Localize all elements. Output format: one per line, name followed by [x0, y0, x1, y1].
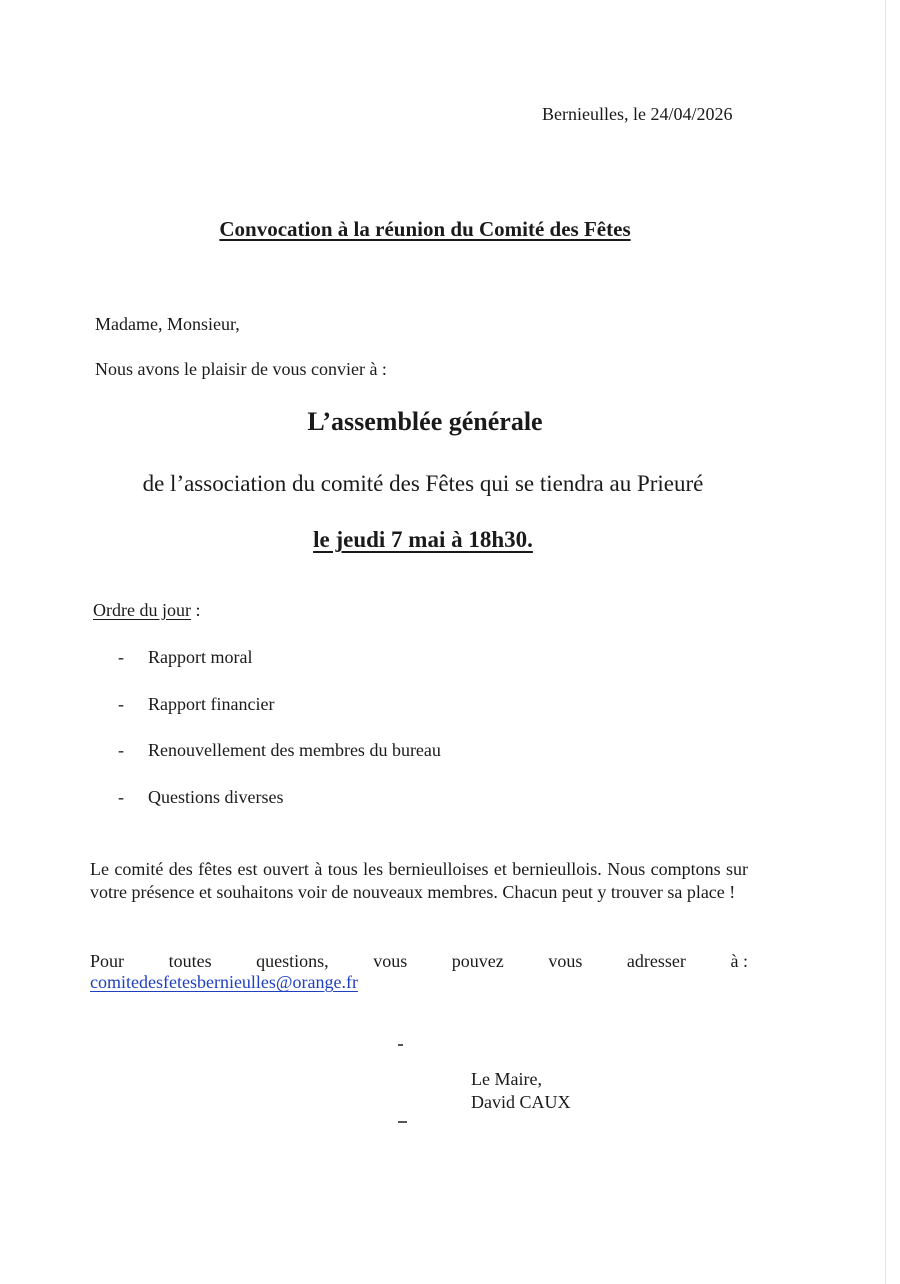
list-bullet: - — [118, 740, 124, 760]
list-item — [118, 694, 441, 741]
contact-line — [90, 951, 748, 972]
agenda-list — [118, 647, 441, 833]
contact-word: à : — [730, 951, 748, 971]
place-date: Bernieulles, le 24/04/2026 — [542, 104, 733, 124]
agenda-heading-label: Ordre du jour — [93, 600, 191, 620]
scan-speck — [398, 1121, 407, 1123]
closing-paragraph: Le comité des fêtes est ouvert à tous les bernieulloises et bernieullois. Nous comptons sur votre présence et souhaitons voir de nouveaux membres. Chacun peut y trouver sa place ! — [90, 859, 748, 902]
list-bullet: - — [118, 647, 124, 667]
contact-word: vous — [548, 951, 583, 971]
contact-word: vous — [373, 951, 408, 971]
contact-word: toutes — [168, 951, 212, 971]
letter-title: Convocation à la réunion du Comité des Fêtes — [219, 217, 631, 241]
agenda-heading — [93, 600, 201, 621]
contact-word: questions, — [256, 951, 329, 971]
list-item — [118, 647, 441, 694]
list-item — [118, 740, 441, 787]
signature-name: David CAUX — [471, 1092, 571, 1112]
contact-word: adresser — [626, 951, 686, 971]
list-bullet: - — [118, 693, 124, 714]
list-item-label: Questions diverses — [148, 786, 284, 807]
event-description: de l’association du comité des Fêtes qui se tiendra au Prieuré — [142, 471, 704, 496]
signature-title: Le Maire, — [471, 1069, 542, 1089]
contact-word: pouvez — [451, 951, 504, 971]
contact-email-link[interactable]: comitedesfetesbernieulles@orange.fr — [90, 972, 358, 992]
list-item-label: Rapport financier — [148, 693, 275, 714]
greeting: Madame, Monsieur, — [95, 314, 240, 334]
list-item-label: Rapport moral — [148, 647, 253, 667]
contact-word: Pour — [90, 951, 125, 971]
list-item-label: Renouvellement des membres du bureau — [148, 740, 441, 760]
page-edge — [885, 0, 886, 1284]
scan-speck — [398, 1044, 403, 1046]
intro-text: Nous avons le plaisir de vous convier à : — [95, 359, 387, 379]
list-item — [118, 787, 441, 834]
agenda-heading-colon: : — [190, 600, 201, 620]
event-date: le jeudi 7 mai à 18h30. — [313, 527, 533, 552]
event-title: L’assemblée générale — [307, 407, 543, 436]
list-bullet: - — [118, 786, 124, 807]
